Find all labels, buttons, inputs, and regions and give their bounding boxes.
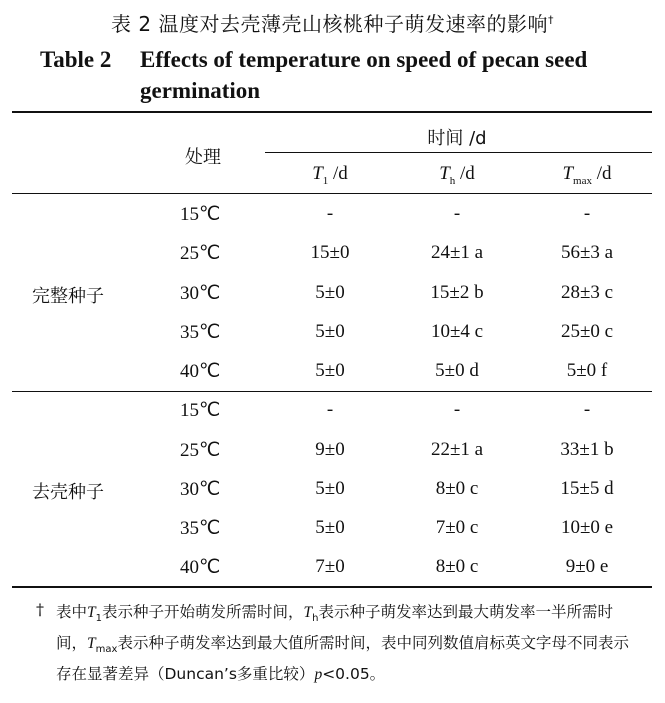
footnote-part: <0.05。: [322, 665, 386, 684]
footnote-p-symbol: p: [314, 666, 323, 684]
title-dagger: †: [547, 13, 554, 27]
row-temp: 40℃: [180, 361, 221, 382]
footnote-th-subscript: h: [312, 613, 319, 625]
cell-tmax: 33±1 b: [560, 439, 614, 460]
cell-th: 7±0 c: [435, 517, 479, 538]
tmax-symbol: T: [562, 163, 574, 184]
row-temp: 40℃: [180, 557, 221, 578]
tmax-unit: /d: [592, 163, 612, 184]
cell-tmax: 5±0 f: [566, 360, 608, 381]
t1-unit: /d: [328, 163, 348, 184]
title-cn-text: 表 2 温度对去壳薄壳山核桃种子萌发速率的影响: [111, 12, 548, 36]
cell-tmax: 15±5 d: [560, 478, 614, 499]
cell-th: 24±1 a: [430, 242, 484, 263]
cell-tmax: 25±0 c: [560, 321, 614, 342]
footnote-t1-subscript: 1: [95, 613, 103, 625]
th-unit: /d: [455, 163, 475, 184]
cell-t1: 5±0: [315, 321, 345, 342]
cell-tmax: -: [583, 399, 591, 420]
row-temp: 35℃: [180, 322, 221, 343]
footnote-part: 表示种子萌发率达到最大萌发率一半所需时间，: [56, 603, 614, 653]
footnote-part: 表示种子开始萌发所需时间，: [102, 603, 304, 621]
bottom-rule: [12, 586, 652, 588]
row-temp: 25℃: [180, 243, 221, 264]
cell-tmax: 10±0 e: [560, 517, 614, 538]
row-temp: 30℃: [180, 283, 221, 304]
row-temp: 25℃: [180, 440, 221, 461]
group-label-intact: 完整种子: [32, 286, 104, 307]
cell-tmax: 28±3 c: [560, 282, 614, 303]
row-temp: 30℃: [180, 479, 221, 500]
cell-tmax: 56±3 a: [560, 242, 614, 263]
group-label-dehulled: 去壳种子: [32, 482, 104, 503]
title-en-label: Table 2: [40, 47, 112, 72]
th-subscript: h: [449, 174, 456, 187]
cell-tmax: 9±0 e: [565, 556, 609, 577]
header-col-tmax: [562, 163, 611, 187]
cell-th: -: [453, 399, 461, 420]
row-temp: 15℃: [180, 400, 221, 421]
cell-th: 8±0 c: [435, 556, 479, 577]
table-title-en: [40, 44, 640, 103]
cell-th: -: [453, 203, 461, 224]
row-temp: 15℃: [180, 204, 221, 225]
footnote-tmax-subscript: max: [95, 644, 118, 656]
cell-t1: 9±0: [315, 439, 345, 460]
footnote-tmax-symbol: T: [87, 635, 96, 653]
footnote: [56, 600, 640, 687]
cell-t1: -: [326, 203, 334, 224]
title-en-text: Effects of temperature on speed of pecan seed germination: [140, 47, 588, 103]
row-temp: 35℃: [180, 518, 221, 539]
group-divider-rule: [12, 391, 652, 392]
cell-t1: 5±0: [315, 478, 345, 499]
cell-th: 8±0 c: [435, 478, 479, 499]
footnote-part: 表示种子萌发率达到最大值所需时间，表中同列数值肩标英文字母不同表示存在显著差异（Duncan’s多重比较）: [56, 634, 629, 684]
footnote-part: 表中: [56, 603, 88, 621]
t1-subscript: 1: [322, 174, 329, 187]
th-symbol: T: [439, 163, 450, 184]
cell-t1: 5±0: [315, 282, 345, 303]
header-treatment: 处理: [185, 147, 221, 168]
header-time-group: 时间 /d: [427, 128, 487, 149]
footnote-t1-symbol: T: [87, 604, 96, 621]
cell-th: 10±4 c: [430, 321, 484, 342]
header-col-th: [439, 163, 475, 187]
top-rule: [12, 111, 652, 113]
header-bottom-rule: [12, 193, 652, 194]
header-col-t1: [312, 163, 348, 187]
table-title-cn: [0, 8, 665, 37]
cell-th: 5±0 d: [435, 360, 479, 381]
cell-t1: -: [326, 399, 334, 420]
cell-tmax: -: [583, 203, 591, 224]
footnote-dagger: †: [36, 600, 44, 619]
time-group-rule: [265, 152, 652, 153]
cell-t1: 5±0: [315, 360, 345, 381]
cell-th: 22±1 a: [430, 439, 484, 460]
cell-t1: 7±0: [315, 556, 345, 577]
cell-th: 15±2 b: [430, 282, 484, 303]
t1-symbol: T: [312, 163, 323, 184]
footnote-th-symbol: T: [303, 604, 313, 621]
cell-t1: 15±0: [310, 242, 350, 263]
tmax-subscript: max: [573, 174, 592, 187]
cell-t1: 5±0: [315, 517, 345, 538]
